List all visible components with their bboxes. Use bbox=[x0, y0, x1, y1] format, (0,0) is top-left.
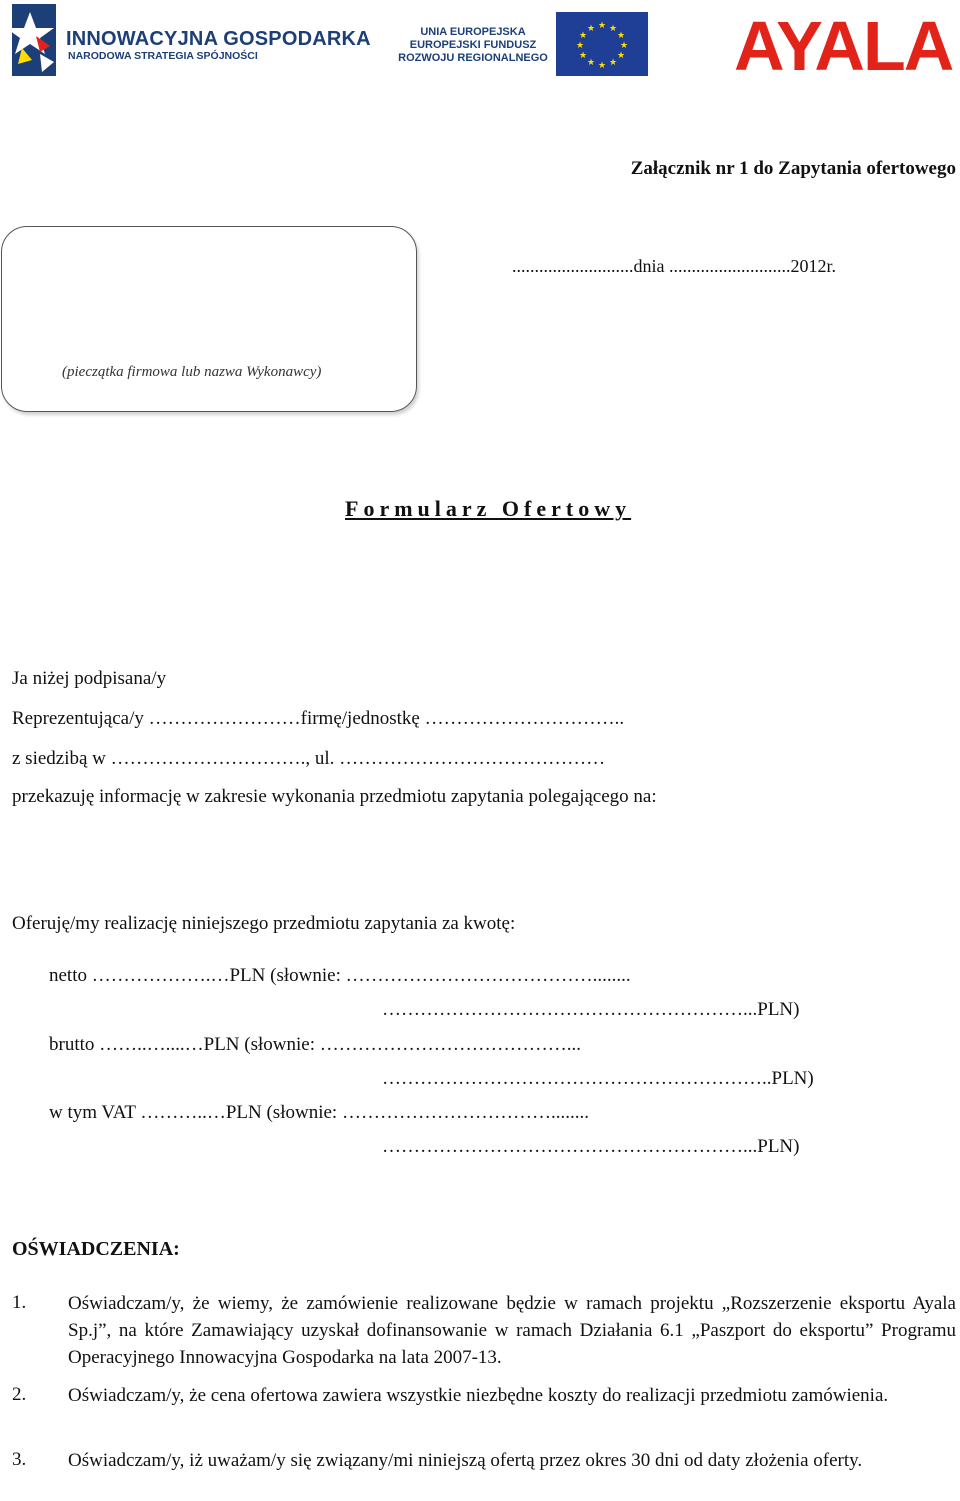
annex-heading: Załącznik nr 1 do Zapytania ofertowego bbox=[630, 158, 956, 179]
svg-text:★: ★ bbox=[616, 51, 626, 61]
statement-number: 2. bbox=[12, 1384, 27, 1405]
svg-text:AYALA: AYALA bbox=[734, 7, 953, 85]
eu-line-2: EUROPEJSKI FUNDUSZ bbox=[409, 39, 537, 51]
signed-line: Ja niżej podpisana/y bbox=[12, 668, 167, 689]
svg-text:★: ★ bbox=[608, 58, 618, 68]
statements-heading: OŚWIADCZENIA: bbox=[12, 1238, 180, 1260]
svg-text:★: ★ bbox=[608, 24, 618, 34]
statement-text: Oświadczam/y, iż uważam/y się związany/mi niniejszą ofertą przez okres 30 dni od daty złożenia oferty. bbox=[68, 1450, 863, 1471]
innowacyjna-subtitle: NARODOWA STRATEGIA SPÓJNOŚCI bbox=[68, 50, 258, 62]
offer-line: Oferuję/my realizację niniejszego przedmiotu zapytania za kwotę: bbox=[12, 913, 516, 934]
stamp-label: (pieczątka firmowa lub nazwa Wykonawcy) bbox=[62, 364, 322, 380]
vat-cont-line: …………………………………………………...PLN) bbox=[382, 1136, 800, 1157]
statement-text: Oświadczam/y, że wiemy, że zamówienie realizowane będzie w ramach projektu „Rozszerzenie eksportu Ayala Sp.j”, na które Zamawiający uzyskał dofinansowanie w ramach Działania 6.1 „Paszport do eksportu” Programu Operacyjnego Innowacyjna Gospodarka na lata 2007-13. bbox=[68, 1293, 956, 1368]
seat-line: z siedzibą w …………………………., ul. …………………………………… bbox=[12, 748, 606, 769]
vat-line: w tym VAT ………..…PLN (słownie: ……………………………........ bbox=[49, 1102, 589, 1123]
svg-text:★: ★ bbox=[619, 41, 629, 51]
eu-flag-icon bbox=[556, 12, 648, 76]
form-title: Formularz Ofertowy bbox=[345, 496, 632, 521]
svg-text:★: ★ bbox=[578, 51, 588, 61]
inform-line: przekazuję informację w zakresie wykonania przedmiotu zapytania polegającego na: bbox=[12, 786, 657, 807]
statement-number: 3. bbox=[12, 1449, 27, 1470]
svg-text:★: ★ bbox=[616, 31, 626, 41]
innowacyjna-gospodarka-emblem-icon bbox=[10, 2, 70, 80]
svg-text:★: ★ bbox=[578, 31, 588, 41]
date-line: ...........................dnia ...........................2012r. bbox=[512, 256, 836, 276]
statement-text: Oświadczam/y, że cena ofertowa zawiera wszystkie niezbędne koszty do realizacji przedmiotu zamówienia. bbox=[68, 1385, 889, 1406]
stamp-box bbox=[1, 226, 417, 412]
innowacyjna-title: INNOWACYJNA GOSPODARKA bbox=[66, 28, 371, 50]
eu-fund-text bbox=[398, 26, 548, 65]
representing-line: Reprezentująca/y ……………………firmę/jednostkę ………………………….. bbox=[12, 708, 625, 729]
svg-text:★: ★ bbox=[597, 61, 607, 71]
svg-text:★: ★ bbox=[597, 21, 607, 31]
eu-line-1: UNIA EUROPEJSKA bbox=[420, 26, 526, 38]
brutto-line: brutto ……..…....…PLN (słownie: …………………………………... bbox=[49, 1034, 581, 1055]
statement-number: 1. bbox=[12, 1292, 27, 1313]
ayala-logo bbox=[730, 6, 953, 85]
svg-text:★: ★ bbox=[586, 24, 596, 34]
eu-line-3: ROZWOJU REGIONALNEGO bbox=[398, 52, 548, 64]
netto-line: netto ……………….…PLN (słownie: …………………………………........ bbox=[49, 965, 631, 986]
brutto-cont-line: ……………………………………………………..PLN) bbox=[382, 1068, 814, 1089]
svg-text:★: ★ bbox=[575, 41, 585, 51]
svg-text:★: ★ bbox=[586, 58, 596, 68]
netto-cont-line: …………………………………………………...PLN) bbox=[382, 999, 800, 1020]
